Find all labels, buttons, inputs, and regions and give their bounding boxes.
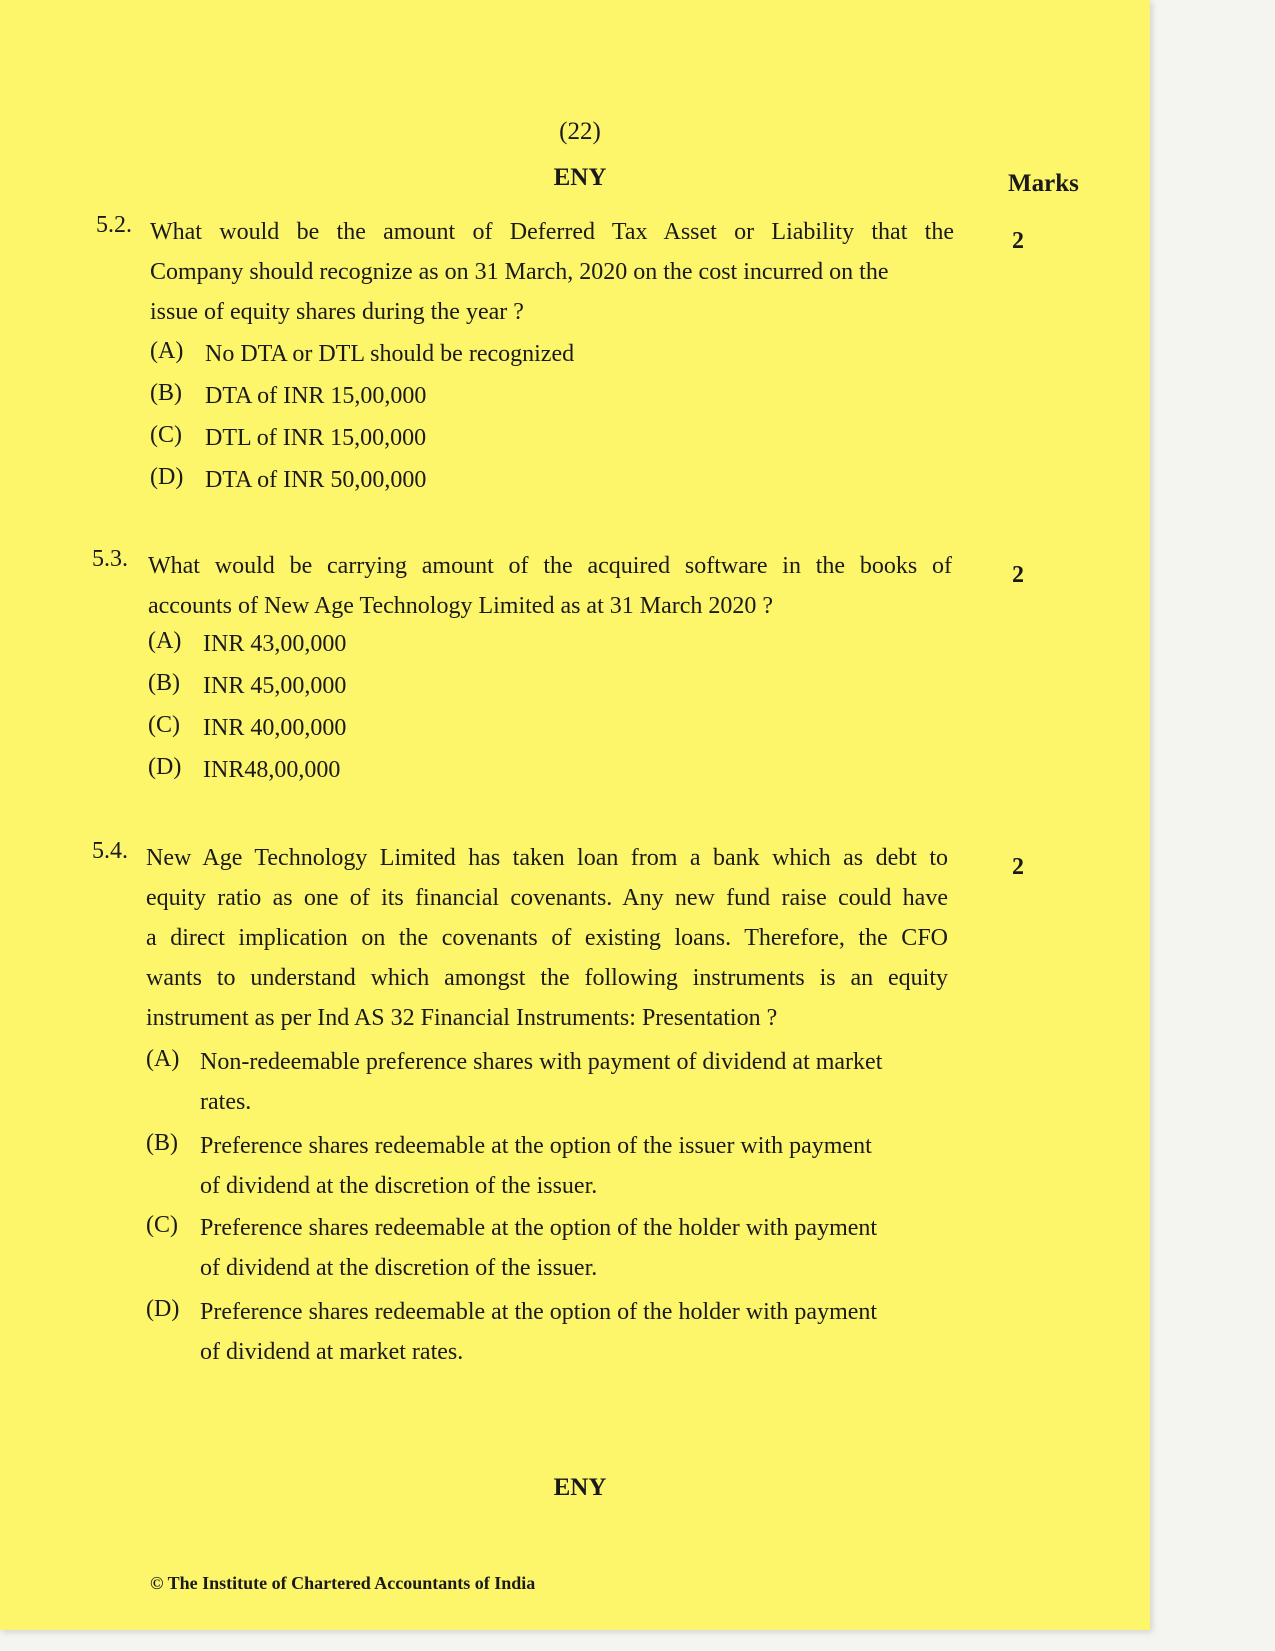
option-label: (C): [146, 1212, 178, 1238]
option-text: No DTA or DTL should be recognized: [205, 341, 575, 367]
option-text: DTA of INR 15,00,000: [205, 383, 427, 409]
question-text: [146, 838, 948, 1038]
option-label: (C): [150, 422, 182, 448]
question-text: [148, 546, 952, 626]
question-line: equity ratio as one of its financial covenants. Any new fund raise could have: [146, 885, 948, 911]
paper-code-bottom: ENY: [553, 1474, 607, 1501]
question-marks: 2: [1012, 562, 1024, 588]
option-text: INR 45,00,000: [203, 673, 347, 699]
paper-code-top: ENY: [553, 164, 607, 191]
option-label: (D): [148, 754, 182, 780]
question-line: issue of equity shares during the year ?: [150, 299, 524, 325]
option-line: of dividend at the discretion of the issuer.: [200, 1173, 598, 1199]
option-text: INR 43,00,000: [203, 631, 347, 657]
question-number: 5.3.: [92, 546, 128, 572]
option-label: (B): [148, 670, 180, 696]
marks-column-header: Marks: [1008, 170, 1079, 197]
copyright-footer: © The Institute of Chartered Accountants of India: [150, 1573, 536, 1593]
question-line: instrument as per Ind AS 32 Financial Instruments: Presentation ?: [146, 1005, 778, 1031]
option-label: (D): [150, 464, 184, 490]
option-line: Non-redeemable preference shares with payment of dividend at market: [200, 1049, 883, 1075]
question-marks: 2: [1012, 228, 1024, 254]
option-line: rates.: [200, 1089, 252, 1115]
option-line: Preference shares redeemable at the option of the holder with payment: [200, 1299, 878, 1325]
option-text: [200, 1208, 950, 1288]
question-line: accounts of New Age Technology Limited as at 31 March 2020 ?: [148, 593, 774, 619]
option-text: [200, 1292, 950, 1372]
question-line: What would be carrying amount of the acquired software in the books of: [148, 553, 952, 579]
question-number: 5.4.: [92, 838, 128, 864]
option-line: of dividend at market rates.: [200, 1339, 464, 1365]
option-line: Preference shares redeemable at the option of the holder with payment: [200, 1215, 878, 1241]
option-text: DTA of INR 50,00,000: [205, 467, 427, 493]
page-number: (22): [559, 118, 601, 145]
question-line: wants to understand which amongst the following instruments is an equity: [146, 965, 948, 991]
option-label: (A): [150, 338, 184, 364]
option-text: [200, 1042, 950, 1122]
option-text: DTL of INR 15,00,000: [205, 425, 427, 451]
question-line: Company should recognize as on 31 March, 2020 on the cost incurred on the: [150, 259, 889, 285]
question-text: [150, 212, 954, 332]
question-line: What would be the amount of Deferred Tax Asset or Liability that the: [150, 219, 954, 245]
option-text: INR 40,00,000: [203, 715, 347, 741]
option-line: of dividend at the discretion of the issuer.: [200, 1255, 598, 1281]
option-label: (A): [146, 1046, 180, 1072]
option-text: [200, 1126, 950, 1206]
option-label: (D): [146, 1296, 180, 1322]
question-line: New Age Technology Limited has taken loan from a bank which as debt to: [146, 845, 948, 871]
option-label: (C): [148, 712, 180, 738]
option-label: (B): [150, 380, 182, 406]
option-line: Preference shares redeemable at the option of the issuer with payment: [200, 1133, 872, 1159]
question-marks: 2: [1012, 854, 1024, 880]
option-label: (A): [148, 628, 182, 654]
option-text: INR48,00,000: [203, 757, 341, 783]
question-line: a direct implication on the covenants of existing loans. Therefore, the CFO: [146, 925, 948, 951]
question-number: 5.2.: [96, 212, 132, 238]
option-label: (B): [146, 1130, 178, 1156]
